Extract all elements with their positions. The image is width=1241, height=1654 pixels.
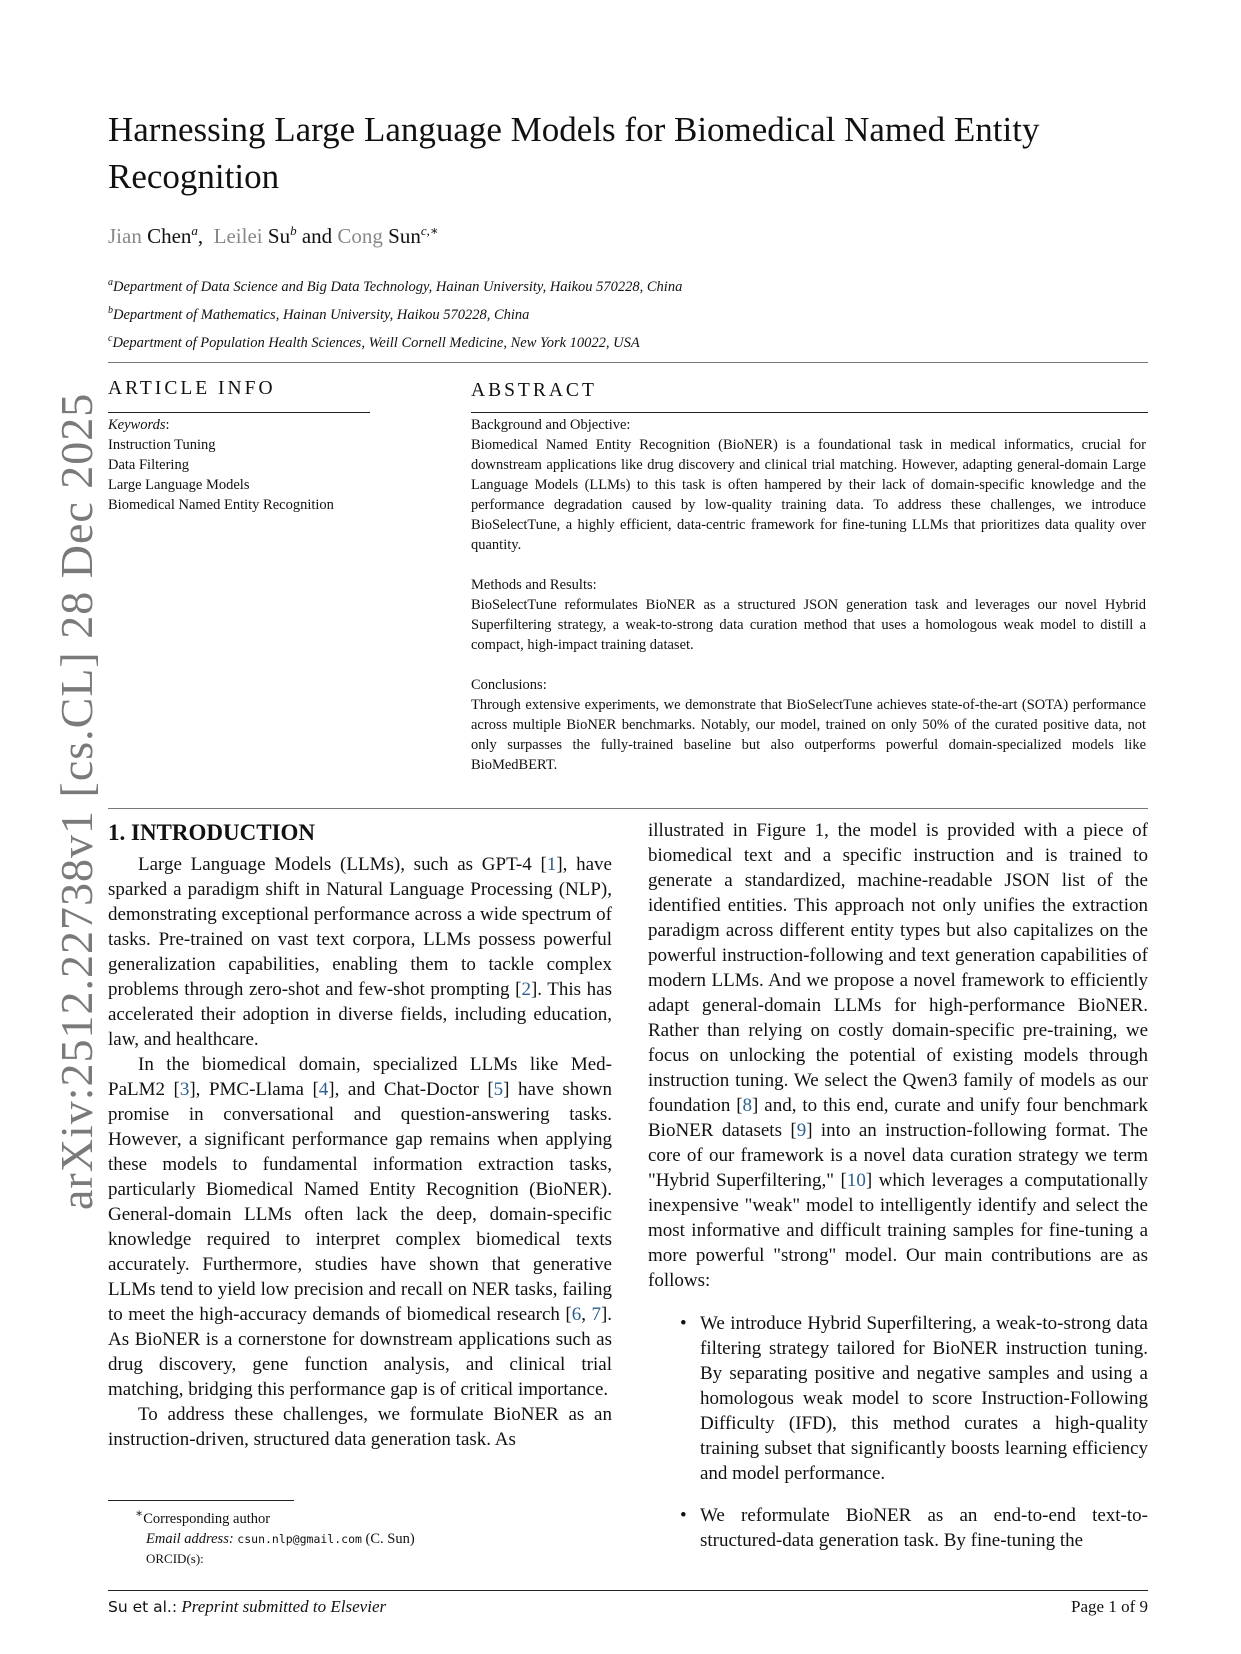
left-column: [108, 818, 612, 1452]
right-column: [648, 818, 1148, 1570]
footer-rule: [108, 1590, 1148, 1591]
abstract-section: [471, 575, 1146, 655]
author-and: and: [301, 224, 333, 248]
affiliation: $^a$Department of Data Science and Big Data Technology, Hainan University, Haikou 570228, China: [108, 277, 683, 295]
abstract-section: [471, 415, 1146, 555]
email-link[interactable]: csun.nlp@gmail.com: [237, 1531, 362, 1546]
keywords: Keywords: Instruction Tuning Data Filtering Large Language Models Biomedical Named Entity Recognition: [108, 417, 334, 513]
divider: [108, 412, 370, 413]
citation-link[interactable]: 2: [521, 979, 531, 1000]
keywords-label: Keywords: [108, 417, 166, 433]
divider: [471, 412, 1148, 413]
citation-link[interactable]: 9: [796, 1120, 807, 1141]
citation-link[interactable]: 1: [546, 854, 557, 875]
affiliation: $^b$Department of Mathematics, Hainan University, Haikou 570228, China: [108, 304, 530, 323]
abstract-label: Conclusions:: [471, 677, 547, 693]
abstract: [471, 415, 1146, 795]
footer-authors: Su et al.:: [108, 1598, 178, 1616]
citation-link[interactable]: 4: [318, 1079, 329, 1100]
author[interactable]: Leilei Su$^b$: [213, 223, 297, 248]
paragraph: Large Language Models (LLMs), such as GPT-4 [1], have sparked a paradigm shift in Natural Language Processing (NLP), demonstrating exceptional performance across a wide spectrum of tasks. Pre-trained on vast text corpora, LLMs possess powerful generalization capabilities, enabling them to tackle complex problems through zero-shot and few-shot prompting [2]. This has accelerated their adoption in diverse fields, including education, law, and healthcare.: [108, 854, 612, 1050]
author[interactable]: Cong Sun$^{c,∗}$: [337, 223, 439, 248]
citation-link[interactable]: 5: [493, 1079, 504, 1100]
footnote-rule: [108, 1500, 294, 1501]
footer-venue: Preprint submitted to Elsevier: [181, 1597, 387, 1616]
abstract-section: [471, 675, 1146, 775]
citation-link[interactable]: 10: [846, 1170, 866, 1191]
section-heading: 1. INTRODUCTION: [108, 820, 316, 845]
paragraph: To address these challenges, we formulate BioNER as an instruction-driven, structured data generation task. As: [108, 1404, 612, 1450]
paper-title: Harnessing Large Language Models for Biomedical Named Entity Recognition: [108, 110, 1040, 196]
abstract-text: BioSelectTune reformulates BioNER as a structured JSON generation task and leverages our novel Hybrid Superfiltering strategy, a weak-to-strong data curation method that uses a homologous weak model to distill a compact, high-impact training dataset.: [471, 597, 1146, 653]
list-item: • We introduce Hybrid Superfiltering, a weak-to-strong data filtering strategy tailored for BioNER instruction tuning. By separating positive and negative samples and using a homologous weak model to score Instruction-Following Difficulty (IFD), this method curates a high-quality training subset that significantly boosts learning efficiency and model performance.: [680, 1313, 1148, 1484]
paragraph: In the biomedical domain, specialized LLMs like Med-PaLM2 [3], PMC-Llama [4], and Chat-Doctor [5] have shown promise in conversational and question-answering tasks. However, a significant performance gap remains when applying these models to fundamental information extraction tasks, particularly Biomedical Named Entity Recognition (BioNER). General-domain LLMs often lack the deep, domain-specific knowledge required to interpret complex biomedical texts accurately. Furthermore, studies have shown that generative LLMs tend to yield low precision and recall on NER tasks, failing to meet the high-accuracy demands of biomedical research [6, 7]. As BioNER is a cornerstone for downstream applications such as drug discovery, gene function analysis, and clinical trial matching, bridging this performance gap is of critical importance.: [108, 1054, 613, 1400]
abstract-label: Methods and Results:: [471, 577, 597, 593]
author[interactable]: Jian Chen$^a$: [108, 223, 198, 248]
contribution-list: [648, 1311, 1148, 1553]
page-number: Page 1 of 9: [1071, 1597, 1148, 1616]
arxiv-stamp: arXiv:2512.22738v1 [cs.CL] 28 Dec 2025: [51, 392, 102, 1210]
abstract-label: Background and Objective:: [471, 417, 631, 433]
paragraph: illustrated in Figure 1, the model is provided with a piece of biomedical text and a specific instruction and is trained to generate a standardized, machine-readable JSON list of the identified entities. This approach not only unifies the extraction paradigm across different entity types but also capitalizes on the powerful instruction-following and text generation capabilities of modern LLMs. And we propose a novel framework to efficiently adapt general-domain LLMs for high-performance BioNER. Rather than relying on costly domain-specific pre-training, we focus on unlocking the potential of existing models through instruction tuning. We select the Qwen3 family of models as our foundation [8] and, to this end, curate and unify four benchmark BioNER datasets [9] into an instruction-following format. The core of our framework is a novel data curation strategy we term "Hybrid Superfiltering," [10] which leverages a computationally inexpensive "weak" model to intelligently identify and select the most informative and difficult training samples for fine-tuning a more powerful "strong" model. Our main contributions are as follows:: [648, 820, 1148, 1291]
citation-link[interactable]: 6: [571, 1304, 582, 1325]
citation-link[interactable]: 3: [179, 1079, 190, 1100]
article-info-heading: ARTICLE INFO: [108, 378, 276, 399]
footnote: ∗Corresponding author Email address: csun.nlp@gmail.com (C. Sun) ORCID(s):: [135, 1506, 415, 1566]
keyword: Large Language Models: [108, 477, 250, 493]
citation-link[interactable]: 7: [591, 1304, 601, 1325]
abstract-text: Biomedical Named Entity Recognition (BioNER) is a foundational task in medical informatics, crucial for downstream applications like drug discovery and clinical trial matching. However, adapting general-domain Large Language Models (LLMs) to this task is often hampered by their lack of domain-specific knowledge and the performance degradation caused by low-quality training data. To address these challenges, we introduce BioSelectTune, a highly efficient, data-centric framework for fine-tuning LLMs that prioritizes data quality over quantity.: [471, 437, 1146, 553]
keyword: Data Filtering: [108, 457, 189, 473]
divider: [108, 808, 1148, 809]
list-item: • We reformulate BioNER as an end-to-end text-to-structured-data generation task. By fine-tuning the: [680, 1505, 1148, 1551]
keyword: Biomedical Named Entity Recognition: [108, 497, 334, 513]
affiliation: $^c$Department of Population Health Sciences, Weill Cornell Medicine, New York 10022, USA: [108, 332, 640, 351]
author-list: Jian Chen$^a$, Leilei Su$^b$ and Cong Sun$^{c,∗}$: [108, 223, 439, 248]
divider: [108, 362, 1148, 363]
citation-link[interactable]: 8: [742, 1095, 753, 1116]
abstract-text: Through extensive experiments, we demonstrate that BioSelectTune achieves state-of-the-art (SOTA) performance across multiple BioNER benchmarks. Notably, our model, trained on only 50% of the curated positive data, not only surpasses the fully-trained baseline but also outperforms powerful domain-specialized models like BioMedBERT.: [471, 697, 1146, 773]
abstract-heading: ABSTRACT: [471, 380, 597, 401]
affiliations: [108, 271, 682, 354]
keyword: Instruction Tuning: [108, 437, 216, 453]
